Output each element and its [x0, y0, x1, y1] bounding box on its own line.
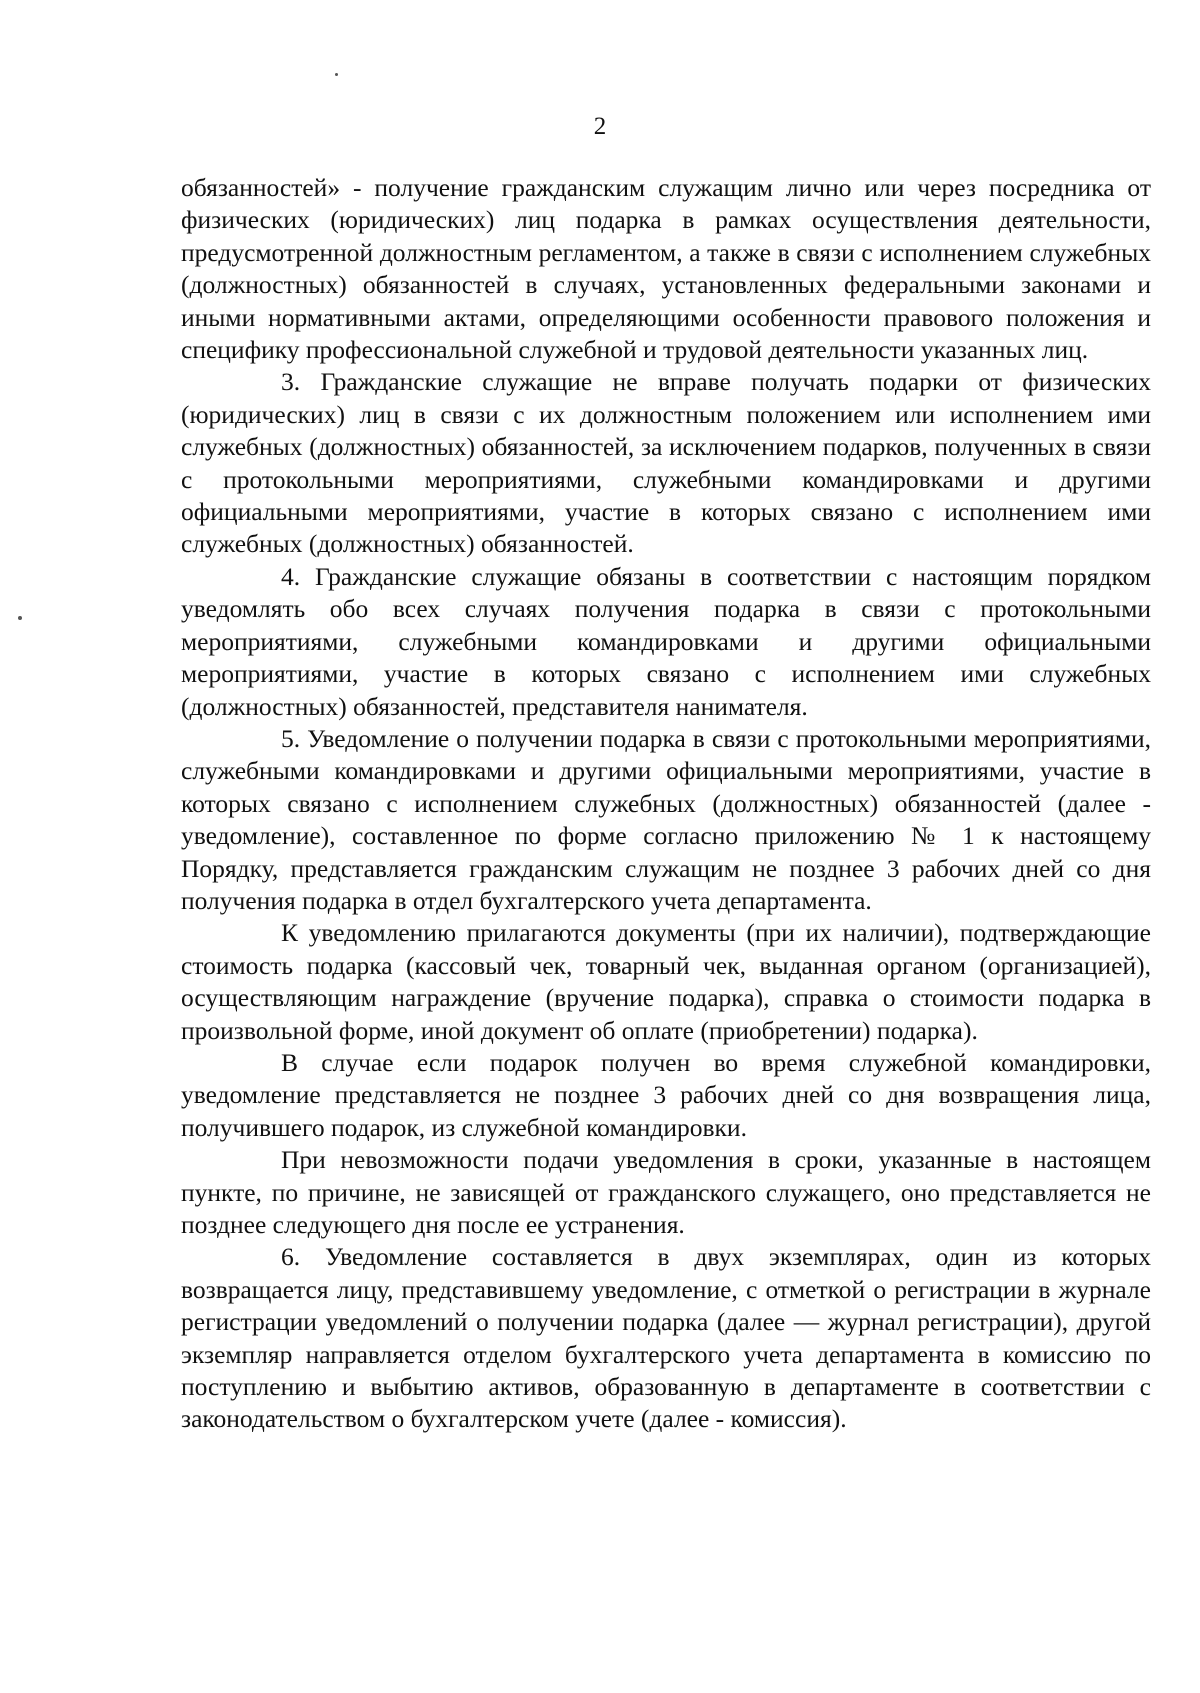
paragraph-deadline-impossible: При невозможности подачи уведомления в сроки, указанные в настоящем пункте, по причине, не зависящей от гражданского служащего, оно представляется не позднее следующего дня после ее устранения.	[181, 1145, 1151, 1239]
paragraph-item-5: 5. Уведомление о получении подарка в связи с протокольными мероприятиями, служебными командировками и другими официальными мероприятиями, участие в которых связано с исполнением служебных (должностных) обязанностей (далее - уведомление), составленное по форме согласно приложению № 1 к настоящему Порядку, представляется гражданским служащим не позднее 3 рабочих дней со дня получения подарка в отдел бухгалтерского учета департамента.	[181, 723, 1151, 915]
page-number: 2	[593, 113, 607, 140]
scan-speck	[18, 616, 22, 620]
paragraph-business-trip: В случае если подарок получен во время служебной командировки, уведомление представляется не позднее 3 рабочих дней со дня возвращения лица, получившего подарок, из служебной командировки.	[181, 1047, 1151, 1142]
paragraph-item-4: 4. Гражданские служащие обязаны в соответствии с настоящим порядком уведомлять обо всех случаях получения подарка в связи с протокольными мероприятиями, служебными командировками и другими официальными мероприятиями, участие в которых связано с исполнением ими служебных (должностных) обязанностей, представителя нанимателя.	[181, 561, 1151, 721]
paragraph-continuation: обязанностей» - получение гражданским служащим лично или через посредника от физических (юридических) лиц подарка в рамках осуществления деятельности, предусмотренной должностным регламентом, а также в связи с исполнением служебных (должностных) обязанностей в случаях, установленных федеральными законами и иными нормативными актами, определяющими особенности правового положения и специфику профессиональной служебной и трудовой деятельности указанных лиц.	[181, 173, 1151, 365]
scan-speck	[335, 73, 338, 76]
paragraph-item-3: 3. Гражданские служащие не вправе получать подарки от физических (юридических) лиц в связи с их должностным положением или исполнением ими служебных (должностных) обязанностей, за исключением подарков, полученных в связи с протокольными мероприятиями, служебными командировками и другими официальными мероприятиями, участие в которых связано с исполнением ими служебных (должностных) обязанностей.	[181, 367, 1151, 559]
paragraph-item-6: 6. Уведомление составляется в двух экземплярах, один из которых возвращается лицу, представившему уведомление, с отметкой о регистрации в журнале регистрации уведомлений о получении подарка (далее — журнал регистрации), другой экземпляр направляется отделом бухгалтерского учета департамента в комиссию по поступлению и выбытию активов, образованную в департаменте в соответствии с законодательством о бухгалтерском учете (далее - комиссия).	[181, 1242, 1151, 1434]
paragraph-attachments: К уведомлению прилагаются документы (при их наличии), подтверждающие стоимость подарка (кассовый чек, товарный чек, выданная органом (организацией), осуществляющим награждение (вручение подарка), справка о стоимости подарка в произвольной форме, иной документ об оплате (приобретении) подарка).	[181, 918, 1151, 1045]
document-body	[181, 172, 1151, 1436]
